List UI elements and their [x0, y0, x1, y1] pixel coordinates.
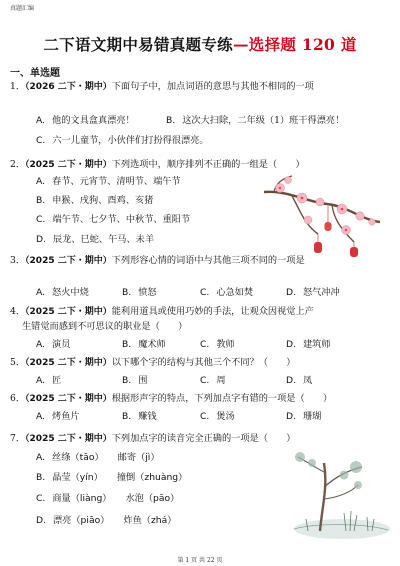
question-text: 根据形声字的特点，下列加点字有错的一项是（ ） — [111, 393, 333, 404]
title-highlight: —选择题 120 道 — [232, 35, 357, 54]
question-tag: （2025 二下・期中） — [25, 358, 112, 368]
question-text: 下列加点字的读音完全正确的一项是（ ） — [111, 433, 296, 444]
question-5: 5．（2025 二下・期中）以下哪个字的结构与其他三个不同？（ ） — [10, 357, 296, 368]
question-text: 下列形容心情的词语中与其他三项不同的一项是 — [111, 255, 305, 266]
question-4-continuation: 生错觉而感到不可思议的职业是（ ） — [22, 321, 188, 332]
landscape-illustration — [284, 447, 392, 543]
question-text: 以下哪个字的结构与其他三个不同？（ ） — [111, 357, 296, 368]
question-tag: （2025 二下・期中） — [25, 434, 112, 444]
question-3: 3．（2025 二下・期中）下列形容心情的词语中与其他三项不同的一项是 — [10, 255, 305, 266]
option-6d[interactable]: D. 珊瑚 — [286, 411, 322, 422]
option-6c[interactable]: C. 煲汤 — [200, 411, 235, 422]
section-heading: 一、单选题 — [10, 68, 60, 79]
option-4b[interactable]: B. 魔术师 — [122, 339, 166, 350]
option-1b[interactable]: B. 这次大扫除，二年级（1）班干得漂亮！ — [166, 115, 345, 126]
question-7: 7．（2025 二下・期中）下列加点字的读音完全正确的一项是（ ） — [10, 433, 296, 444]
plum-blossom-illustration — [262, 172, 384, 264]
page-title — [0, 33, 400, 55]
option-3c[interactable]: C. 心急如焚 — [200, 287, 254, 298]
option-5c[interactable]: C. 周 — [200, 375, 226, 386]
question-tag: （2025 二下・期中） — [25, 394, 112, 404]
option-4d[interactable]: D. 建筑师 — [286, 339, 331, 350]
option-5b[interactable]: B. 围 — [122, 375, 148, 386]
option-3a[interactable]: A. 怒火中烧 — [36, 287, 89, 298]
title-main: 二下语文期中易错真题专练 — [43, 35, 233, 54]
question-tag: （2025 二下・期中） — [25, 307, 112, 317]
option-5d[interactable]: D. 凤 — [286, 375, 313, 386]
question-tag: （2026 二下・期中） — [25, 82, 112, 92]
option-3d[interactable]: D. 怒气冲冲 — [286, 287, 340, 298]
option-7a[interactable]: A. 丝绦（tāo） 邮寄（jì） — [36, 452, 160, 463]
option-7c[interactable]: C. 商量（liàng） 水泡（pāo） — [36, 493, 180, 504]
option-5a[interactable]: A. 匠 — [36, 375, 62, 386]
option-4c[interactable]: C. 教师 — [200, 339, 235, 350]
option-2a[interactable]: A. 春节、元宵节、清明节、端午节 — [36, 176, 181, 187]
option-7b[interactable]: B. 晶莹（yín） 撞倒（zhuàng） — [36, 472, 188, 483]
option-1c[interactable]: C. 六一儿童节，小伙伴们打扮得很漂亮。 — [36, 135, 209, 146]
page-footer: 第 1 页 共 22 页 — [177, 557, 223, 564]
question-tag: （2025 二下・期中） — [25, 160, 112, 170]
option-4a[interactable]: A. 演员 — [36, 339, 71, 350]
question-text: 下列选项中，顺序排列不正确的一组是（ ） — [111, 159, 305, 170]
option-2b[interactable]: B. 申猴、戌狗、酉鸡、亥猪 — [36, 195, 154, 206]
option-6a[interactable]: A. 烤鱼片 — [36, 411, 80, 422]
option-1a[interactable]: A. 他的文具盒真漂亮！ — [36, 115, 135, 126]
option-3b[interactable]: B. 愤怒 — [122, 287, 157, 298]
question-2: 2．（2025 二下・期中）下列选项中，顺序排列不正确的一组是（ ） — [10, 159, 305, 170]
question-4: 4．（2025 二下・期中）能利用道具或使用巧妙的手法，让观众因视觉上产 — [10, 306, 314, 317]
question-tag: （2025 二下・期中） — [25, 256, 112, 266]
option-6b[interactable]: B. 赚钱 — [122, 411, 157, 422]
option-7d[interactable]: D. 漂亮（piāo） 炸鱼（zhá） — [36, 515, 177, 526]
option-2c[interactable]: C. 端午节、七夕节、中秋节、重阳节 — [36, 214, 191, 225]
page-header: 真题汇编 — [10, 5, 35, 12]
question-text: 下面句子中，加点词语的意思与其他不相同的一项 — [111, 81, 314, 92]
option-2d[interactable]: D. 辰龙、巳蛇、午马、未羊 — [36, 234, 155, 245]
question-6: 6．（2025 二下・期中）根据形声字的特点，下列加点字有错的一项是（ ） — [10, 393, 333, 404]
question-text: 能利用道具或使用巧妙的手法，让观众因视觉上产 — [111, 306, 314, 317]
question-1: 1．（2026 二下・期中）下面句子中，加点词语的意思与其他不相同的一项 — [10, 81, 314, 92]
